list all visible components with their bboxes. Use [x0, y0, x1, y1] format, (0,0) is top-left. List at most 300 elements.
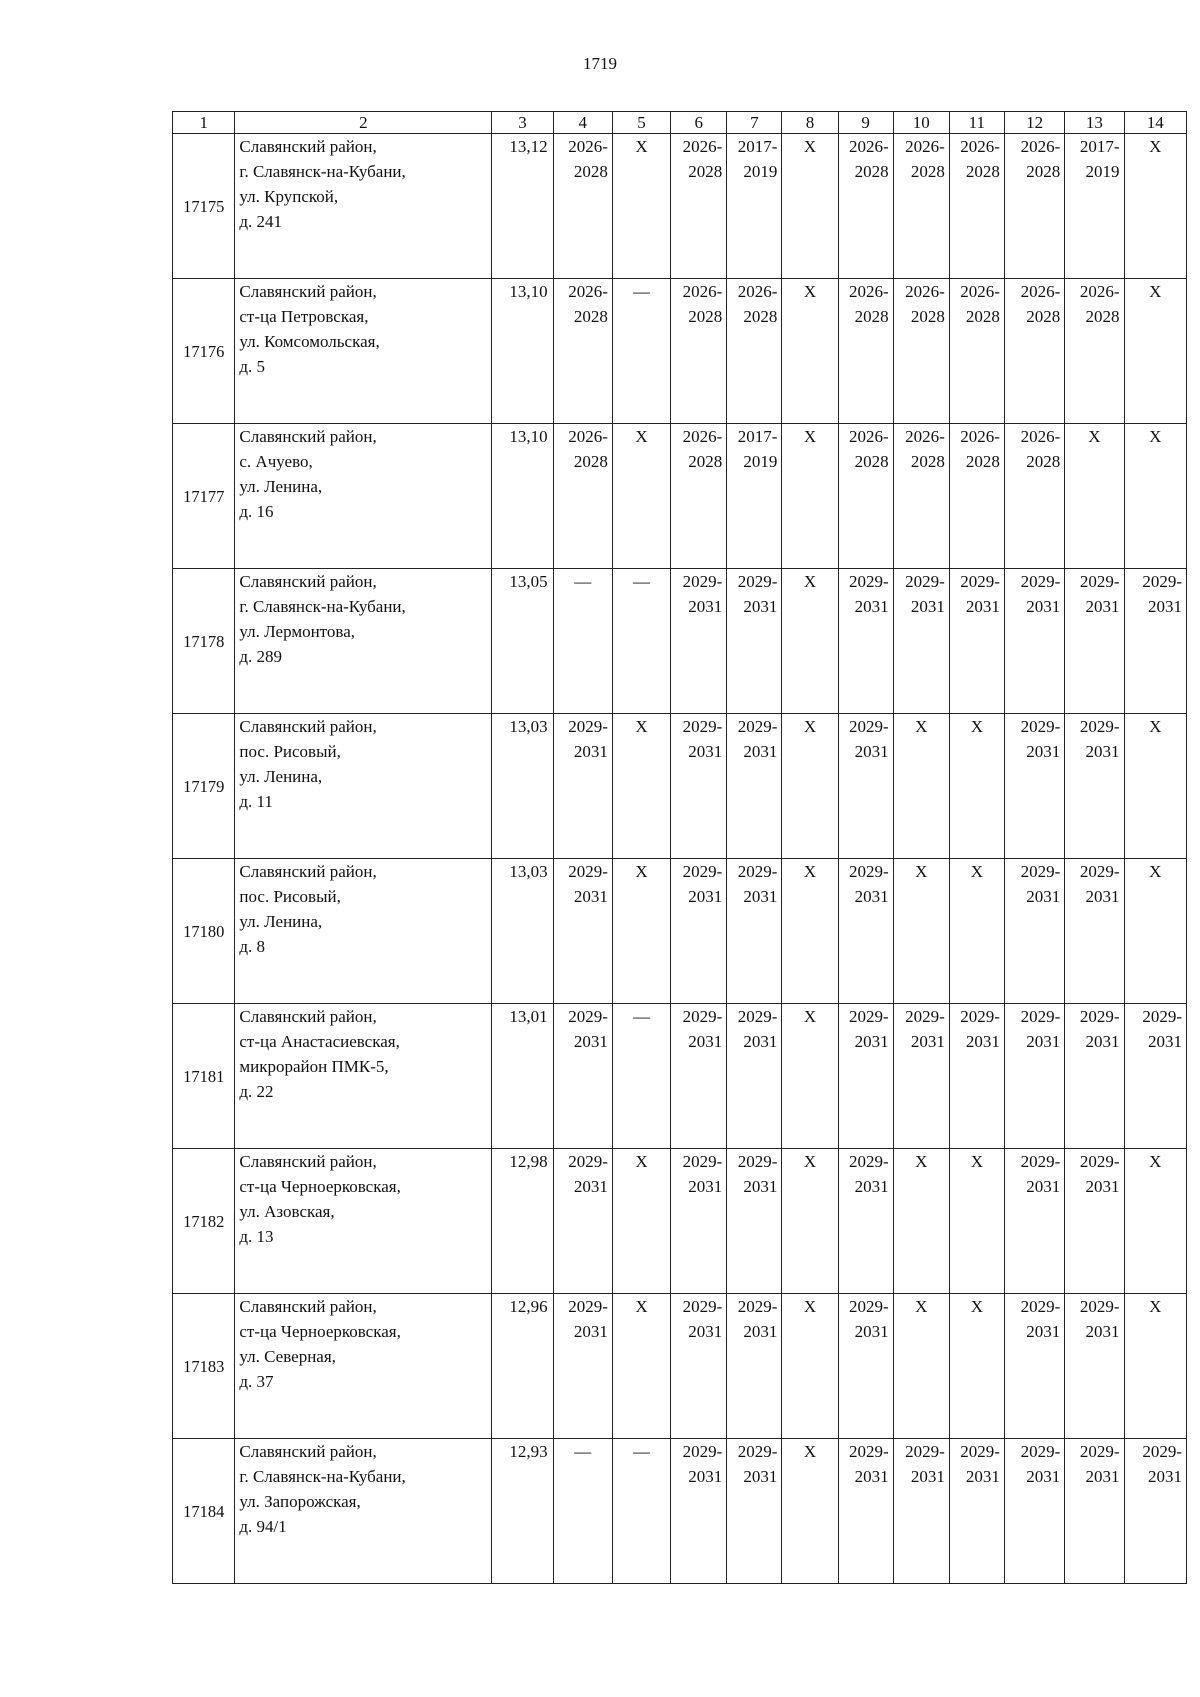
- schedule-cell: [671, 1294, 727, 1439]
- address-line: г. Славянск-на-Кубани,: [239, 1467, 406, 1486]
- address-cell: [235, 714, 492, 859]
- schedule-value: 2029-: [737, 717, 778, 736]
- schedule-value: 2017-: [1079, 137, 1120, 156]
- schedule-cell: [612, 1294, 670, 1439]
- schedule-cell: [893, 1149, 949, 1294]
- schedule-value: 2031: [1148, 1467, 1182, 1486]
- schedule-cell: [1065, 1439, 1124, 1584]
- schedule-value: —: [574, 572, 592, 591]
- address-cell: [235, 1439, 492, 1584]
- schedule-value: 2029-: [905, 572, 945, 591]
- schedule-value: X: [803, 1442, 817, 1461]
- schedule-cell: [1004, 1004, 1064, 1149]
- address-cell: [235, 424, 492, 569]
- schedule-value: 2031: [743, 1322, 778, 1341]
- column-number-header: 7: [727, 112, 782, 134]
- schedule-cell: [893, 424, 949, 569]
- schedule-value: 2029-: [960, 572, 1000, 591]
- schedule-cell: [612, 714, 670, 859]
- address-cell: [235, 569, 492, 714]
- schedule-value: 2029-: [1020, 1297, 1061, 1316]
- schedule-value: 2029-: [1079, 1297, 1120, 1316]
- address-line: ул. Запорожская,: [239, 1492, 361, 1511]
- schedule-value: 2031: [743, 1177, 778, 1196]
- schedule-value: 2026-: [737, 282, 778, 301]
- schedule-value: 2031: [573, 1032, 608, 1051]
- schedule-cell: [1124, 424, 1187, 569]
- column-number-header: 3: [492, 112, 553, 134]
- schedule-value: 2017-: [737, 137, 778, 156]
- record-number-cell: 17176: [173, 279, 235, 424]
- schedule-value: 2031: [1085, 742, 1120, 761]
- schedule-cell: [949, 134, 1004, 279]
- schedule-cell: [553, 569, 612, 714]
- schedule-cell: [1065, 134, 1124, 279]
- schedule-value: 2026-: [568, 282, 608, 301]
- schedule-value: 2029-: [1020, 572, 1061, 591]
- schedule-value: 2028: [573, 162, 608, 181]
- schedule-cell: [671, 1439, 727, 1584]
- table-row: [173, 1294, 1187, 1439]
- schedule-value: 2026-: [848, 282, 889, 301]
- address-line: д. 241: [239, 212, 283, 231]
- schedule-value: 2026-: [1020, 137, 1061, 156]
- schedule-cell: [553, 1439, 612, 1584]
- schedule-value: 2029-: [682, 1152, 723, 1171]
- schedule-value: 2026-: [960, 427, 1000, 446]
- schedule-cell: [671, 134, 727, 279]
- schedule-cell: [782, 1149, 838, 1294]
- schedule-value: X: [1149, 1297, 1162, 1316]
- column-number-header: 4: [553, 112, 612, 134]
- schedule-value: 2028: [965, 307, 1000, 326]
- schedule-value: X: [970, 717, 983, 736]
- schedule-cell: [612, 1439, 670, 1584]
- schedule-value: 2026-: [682, 427, 723, 446]
- schedule-cell: [893, 859, 949, 1004]
- schedule-value: 2031: [688, 1322, 723, 1341]
- schedule-cell: [782, 279, 838, 424]
- schedule-value: —: [574, 1442, 592, 1461]
- schedule-value: 2026-: [682, 137, 723, 156]
- schedule-cell: [1124, 569, 1187, 714]
- schedule-cell: [1124, 859, 1187, 1004]
- schedule-value: 2028: [573, 452, 608, 471]
- schedule-value: 2029-: [682, 1297, 723, 1316]
- record-number-cell: 17180: [173, 859, 235, 1004]
- schedule-value: 2028: [1026, 162, 1061, 181]
- schedule-cell: [1124, 714, 1187, 859]
- schedule-cell: [612, 424, 670, 569]
- address-line: Славянский район,: [239, 717, 377, 736]
- schedule-value: X: [1088, 427, 1101, 446]
- schedule-cell: [949, 1149, 1004, 1294]
- schedule-value: —: [633, 1442, 650, 1461]
- schedule-value: 2026-: [905, 137, 945, 156]
- address-line: ул. Комсомольская,: [239, 332, 380, 351]
- schedule-value: 2029-: [1079, 862, 1120, 881]
- area-cell: 12,96: [492, 1294, 553, 1439]
- schedule-cell: [1004, 424, 1064, 569]
- schedule-value: 2031: [688, 742, 723, 761]
- schedule-value: 2029-: [568, 862, 608, 881]
- address-line: д. 11: [239, 792, 273, 811]
- column-number-header: 12: [1004, 112, 1064, 134]
- schedule-cell: [893, 134, 949, 279]
- schedule-cell: [893, 1004, 949, 1149]
- schedule-cell: [838, 859, 893, 1004]
- record-number-cell: 17183: [173, 1294, 235, 1439]
- address-line: ул. Ленина,: [239, 767, 323, 786]
- schedule-cell: [1065, 1294, 1124, 1439]
- schedule-value: 2029-: [737, 1007, 778, 1026]
- schedule-value: 2031: [1085, 1032, 1120, 1051]
- column-number-header: 8: [782, 112, 838, 134]
- schedule-value: X: [803, 427, 817, 446]
- schedule-value: 2029-: [1079, 717, 1120, 736]
- schedule-value: X: [915, 717, 928, 736]
- schedule-value: 2026-: [568, 137, 608, 156]
- schedule-cell: [838, 1439, 893, 1584]
- schedule-cell: [1065, 569, 1124, 714]
- schedule-value: 2028: [1026, 452, 1061, 471]
- address-line: г. Славянск-на-Кубани,: [239, 597, 406, 616]
- schedule-value: X: [803, 137, 817, 156]
- address-line: микрорайон ПМК-5,: [239, 1057, 389, 1076]
- schedule-value: X: [1149, 427, 1162, 446]
- schedule-cell: [1124, 279, 1187, 424]
- schedule-cell: [838, 569, 893, 714]
- schedule-value: X: [635, 137, 648, 156]
- schedule-value: 2029-: [682, 862, 723, 881]
- schedule-cell: [782, 1004, 838, 1149]
- schedule-value: 2028: [910, 307, 945, 326]
- address-cell: [235, 1004, 492, 1149]
- record-number-cell: 17184: [173, 1439, 235, 1584]
- schedule-value: 2029-: [568, 1297, 608, 1316]
- schedule-cell: [727, 424, 782, 569]
- schedule-value: 2029-: [960, 1442, 1000, 1461]
- schedule-value: 2031: [743, 887, 778, 906]
- area-cell: 13,10: [492, 424, 553, 569]
- record-number-cell: 17178: [173, 569, 235, 714]
- address-cell: [235, 279, 492, 424]
- schedule-value: 2031: [688, 1177, 723, 1196]
- column-number-header: 11: [949, 112, 1004, 134]
- schedule-value: X: [803, 572, 817, 591]
- schedule-cell: [782, 134, 838, 279]
- schedule-value: 2029-: [737, 862, 778, 881]
- table-row: [173, 569, 1187, 714]
- table-row: [173, 424, 1187, 569]
- address-cell: [235, 134, 492, 279]
- schedule-cell: [612, 1149, 670, 1294]
- schedule-value: 2029-: [737, 1297, 778, 1316]
- schedule-cell: [838, 714, 893, 859]
- schedule-value: 2031: [1085, 1177, 1120, 1196]
- schedule-value: 2019: [743, 162, 778, 181]
- schedule-value: 2029-: [682, 1442, 723, 1461]
- schedule-value: 2031: [854, 1322, 889, 1341]
- schedule-value: 2031: [573, 1177, 608, 1196]
- schedule-value: 2029-: [737, 572, 778, 591]
- address-line: Славянский район,: [239, 1007, 377, 1026]
- schedule-cell: [1124, 1004, 1187, 1149]
- address-line: д. 22: [239, 1082, 274, 1101]
- address-line: Славянский район,: [239, 427, 377, 446]
- schedule-value: 2029-: [568, 1007, 608, 1026]
- record-number-cell: 17177: [173, 424, 235, 569]
- schedule-value: 2019: [1085, 162, 1120, 181]
- schedule-cell: [893, 1439, 949, 1584]
- schedule-cell: [727, 859, 782, 1004]
- schedule-cell: [893, 714, 949, 859]
- schedule-value: X: [803, 1152, 817, 1171]
- area-cell: 13,03: [492, 859, 553, 1004]
- schedule-value: X: [1149, 282, 1162, 301]
- schedule-value: 2029-: [848, 717, 889, 736]
- schedule-value: 2031: [1148, 1032, 1182, 1051]
- schedule-cell: [782, 1294, 838, 1439]
- column-number-header: 6: [671, 112, 727, 134]
- schedule-cell: [612, 279, 670, 424]
- address-line: с. Ачуево,: [239, 452, 313, 471]
- schedule-value: 2026-: [568, 427, 608, 446]
- column-number-header: 5: [612, 112, 670, 134]
- address-line: ул. Северная,: [239, 1347, 336, 1366]
- schedule-cell: [727, 1149, 782, 1294]
- column-number-header: 2: [235, 112, 492, 134]
- schedule-cell: [612, 859, 670, 1004]
- schedule-value: X: [635, 1152, 648, 1171]
- column-number-header: 9: [838, 112, 893, 134]
- schedule-value: 2029-: [905, 1007, 945, 1026]
- schedule-value: —: [633, 282, 650, 301]
- schedule-value: 2031: [1026, 1467, 1061, 1486]
- table-row: [173, 1149, 1187, 1294]
- schedule-value: 2029-: [960, 1007, 1000, 1026]
- schedule-value: X: [635, 717, 648, 736]
- address-line: д. 16: [239, 502, 274, 521]
- schedule-value: X: [1149, 717, 1162, 736]
- area-cell: 13,03: [492, 714, 553, 859]
- address-line: ст-ца Анастасиевская,: [239, 1032, 400, 1051]
- schedule-value: X: [803, 282, 817, 301]
- table-row: [173, 1439, 1187, 1584]
- schedule-value: 2029-: [1020, 1442, 1061, 1461]
- schedule-cell: [612, 569, 670, 714]
- schedule-value: —: [633, 1007, 650, 1026]
- schedule-value: 2031: [854, 742, 889, 761]
- schedule-cell: [1124, 1294, 1187, 1439]
- schedule-value: 2029-: [848, 862, 889, 881]
- address-line: д. 289: [239, 647, 283, 666]
- schedule-value: X: [803, 1297, 817, 1316]
- table-row: [173, 279, 1187, 424]
- address-line: ст-ца Петровская,: [239, 307, 369, 326]
- schedule-value: 2019: [743, 452, 778, 471]
- schedule-value: 2028: [688, 452, 723, 471]
- schedule-cell: [727, 134, 782, 279]
- address-line: Славянский район,: [239, 1152, 377, 1171]
- schedule-value: 2031: [573, 1322, 608, 1341]
- record-number-cell: 17181: [173, 1004, 235, 1149]
- schedule-value: 2031: [854, 597, 889, 616]
- schedule-cell: [949, 424, 1004, 569]
- schedule-cell: [1004, 1439, 1064, 1584]
- schedule-value: X: [970, 1152, 983, 1171]
- schedule-value: X: [915, 862, 928, 881]
- schedule-cell: [838, 1149, 893, 1294]
- schedule-value: 2028: [910, 452, 945, 471]
- schedule-value: X: [970, 862, 983, 881]
- schedule-cell: [782, 1439, 838, 1584]
- schedule-value: 2031: [854, 1032, 889, 1051]
- schedule-value: 2031: [573, 742, 608, 761]
- schedule-cell: [1065, 279, 1124, 424]
- schedule-cell: [1124, 1149, 1187, 1294]
- schedule-cell: [838, 279, 893, 424]
- schedule-cell: [782, 424, 838, 569]
- schedule-cell: [893, 279, 949, 424]
- schedule-value: 2031: [1026, 742, 1061, 761]
- schedule-cell: [727, 1294, 782, 1439]
- schedule-cell: [553, 714, 612, 859]
- schedule-value: 2026-: [1020, 427, 1061, 446]
- schedule-cell: [1065, 859, 1124, 1004]
- schedule-value: 2031: [965, 1467, 1000, 1486]
- schedule-cell: [671, 569, 727, 714]
- schedule-value: 2029-: [1142, 572, 1182, 591]
- schedule-value: 2031: [910, 1467, 945, 1486]
- schedule-cell: [671, 714, 727, 859]
- schedule-cell: [893, 1294, 949, 1439]
- schedule-value: 2029-: [682, 1007, 723, 1026]
- schedule-cell: [727, 1004, 782, 1149]
- schedule-cell: [671, 859, 727, 1004]
- schedule-value: 2026-: [1079, 282, 1120, 301]
- schedule-value: 2028: [1085, 307, 1120, 326]
- schedule-value: 2031: [573, 887, 608, 906]
- schedule-value: 2029-: [1079, 1442, 1120, 1461]
- schedule-value: X: [635, 427, 648, 446]
- area-cell: 13,05: [492, 569, 553, 714]
- schedule-cell: [553, 279, 612, 424]
- schedule-cell: [949, 1439, 1004, 1584]
- schedule-value: 2026-: [960, 282, 1000, 301]
- schedule-value: 2031: [688, 1467, 723, 1486]
- schedule-value: 2031: [688, 597, 723, 616]
- schedule-value: 2031: [1026, 597, 1061, 616]
- address-line: ул. Ленина,: [239, 912, 323, 931]
- schedule-value: 2026-: [848, 427, 889, 446]
- schedule-value: 2031: [1026, 1032, 1061, 1051]
- record-number-cell: 17175: [173, 134, 235, 279]
- schedule-value: 2029-: [848, 1442, 889, 1461]
- schedule-value: 2031: [743, 1032, 778, 1051]
- schedule-cell: [727, 1439, 782, 1584]
- area-cell: 12,98: [492, 1149, 553, 1294]
- page-number: 1719: [583, 54, 617, 73]
- area-cell: 13,01: [492, 1004, 553, 1149]
- schedule-value: 2031: [743, 1467, 778, 1486]
- area-cell: 13,10: [492, 279, 553, 424]
- schedule-value: 2031: [688, 887, 723, 906]
- schedule-value: 2029-: [905, 1442, 945, 1461]
- schedule-value: 2028: [854, 452, 889, 471]
- address-line: д. 94/1: [239, 1517, 287, 1536]
- schedule-cell: [1004, 1294, 1064, 1439]
- schedule-value: 2029-: [1020, 1152, 1061, 1171]
- address-line: ул. Лермонтова,: [239, 622, 355, 641]
- schedule-cell: [1065, 1149, 1124, 1294]
- schedule-value: X: [803, 717, 817, 736]
- schedule-value: 2029-: [568, 1152, 608, 1171]
- schedule-value: 2031: [1148, 597, 1182, 616]
- schedule-cell: [1124, 1439, 1187, 1584]
- schedule-cell: [1065, 1004, 1124, 1149]
- schedule-cell: [949, 714, 1004, 859]
- table-row: [173, 714, 1187, 859]
- schedule-cell: [949, 1004, 1004, 1149]
- schedule-cell: [671, 1004, 727, 1149]
- schedule-value: 2028: [965, 452, 1000, 471]
- schedule-value: 2031: [1085, 887, 1120, 906]
- schedule-cell: [1004, 134, 1064, 279]
- schedule-value: X: [915, 1297, 928, 1316]
- schedule-cell: [782, 569, 838, 714]
- schedule-cell: [949, 859, 1004, 1004]
- schedule-value: 2029-: [848, 572, 889, 591]
- schedule-value: 2026-: [960, 137, 1000, 156]
- address-line: Славянский район,: [239, 1442, 377, 1461]
- schedule-value: 2028: [965, 162, 1000, 181]
- area-cell: 13,12: [492, 134, 553, 279]
- schedule-value: 2031: [1026, 1322, 1061, 1341]
- schedule-cell: [1004, 859, 1064, 1004]
- schedule-cell: [553, 424, 612, 569]
- address-cell: [235, 859, 492, 1004]
- address-line: пос. Рисовый,: [239, 887, 341, 906]
- schedule-value: X: [970, 1297, 983, 1316]
- address-cell: [235, 1294, 492, 1439]
- schedule-value: X: [803, 1007, 817, 1026]
- schedule-value: 2028: [1026, 307, 1061, 326]
- table-row: [173, 859, 1187, 1004]
- address-line: Славянский район,: [239, 282, 377, 301]
- address-line: ул. Крупской,: [239, 187, 339, 206]
- record-number-cell: 17182: [173, 1149, 235, 1294]
- schedule-value: 2029-: [737, 1152, 778, 1171]
- schedule-cell: [727, 279, 782, 424]
- schedule-cell: [838, 1004, 893, 1149]
- schedule-value: X: [1149, 862, 1162, 881]
- address-line: д. 37: [239, 1372, 274, 1391]
- schedule-value: 2028: [854, 307, 889, 326]
- schedule-cell: [671, 424, 727, 569]
- address-line: Славянский район,: [239, 137, 377, 156]
- address-line: ст-ца Черноерковская,: [239, 1177, 401, 1196]
- schedule-cell: [553, 859, 612, 1004]
- schedule-value: 2026-: [848, 137, 889, 156]
- schedule-value: 2031: [743, 597, 778, 616]
- schedule-value: 2026-: [905, 282, 945, 301]
- schedule-cell: [1065, 424, 1124, 569]
- address-line: д. 8: [239, 937, 266, 956]
- schedule-value: 2031: [965, 1032, 1000, 1051]
- schedule-cell: [612, 134, 670, 279]
- schedule-value: 2026-: [682, 282, 723, 301]
